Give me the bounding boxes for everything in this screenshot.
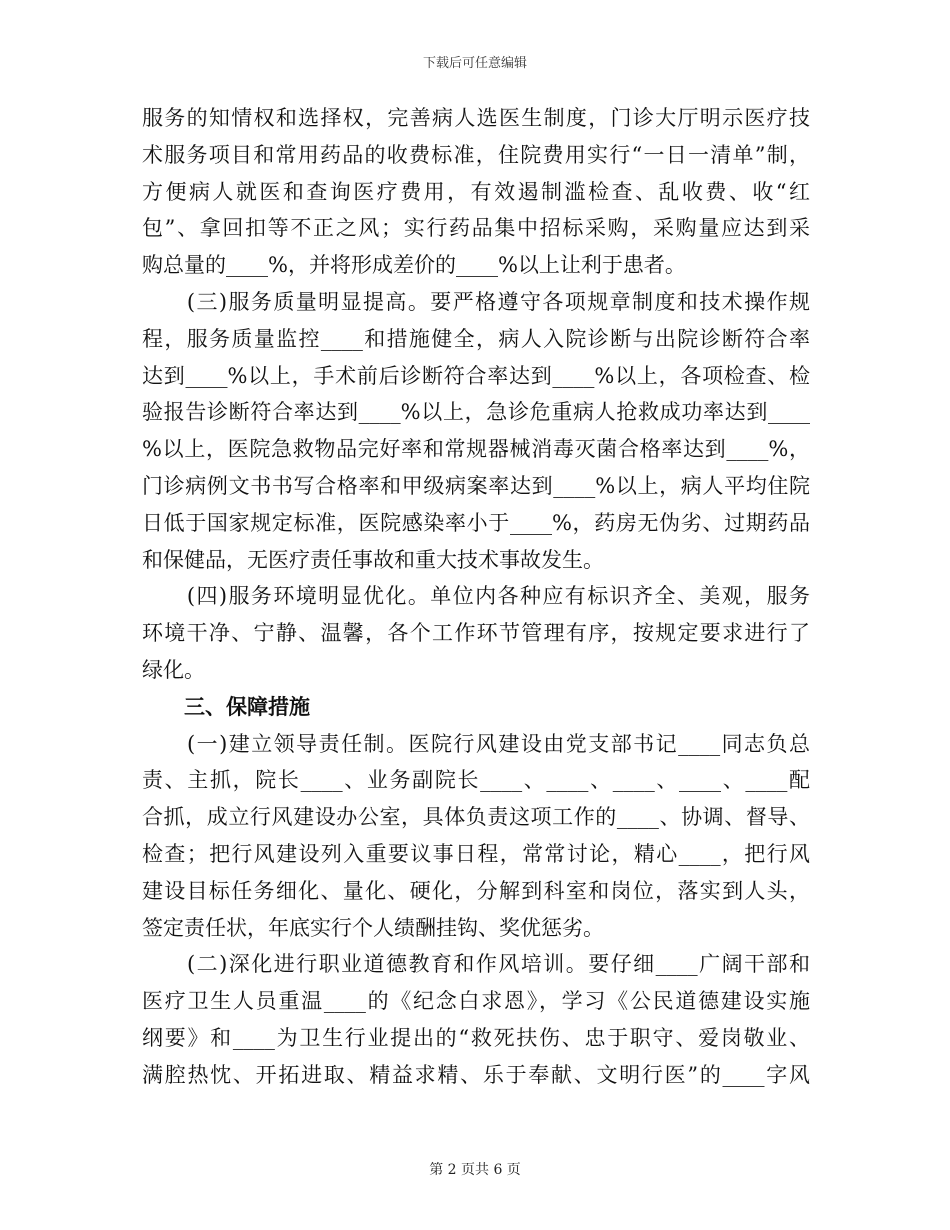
text-line: 方便病人就医和查询医疗费用，有效遏制滥检查、乱收费、收“红	[142, 179, 810, 204]
text-line: 检查；把行风建设列入重要议事日程，常常讨论，精心____，把行风	[142, 841, 810, 866]
text-line: %以上，医院急救物品完好率和常规器械消毒灭菌合格率达到____%，	[142, 437, 810, 462]
text-line: 满腔热忱、开拓进取、精益求精、乐于奉献、文明行医”的____字风	[142, 1062, 810, 1087]
text-line: 签定责任状，年底实行个人绩酬挂钩、奖优惩劣。	[142, 915, 604, 940]
text-line: 日低于国家规定标准，医院感染率小于____%，药房无伪劣、过期药品	[142, 510, 810, 535]
text-line: 门诊病例文书书写合格率和甲级病案率达到____%以上，病人平均住院	[142, 473, 810, 498]
text-line: 环境干净、宁静、温馨，各个工作环节管理有序，按规定要求进行了	[142, 621, 810, 646]
text-line: 医疗卫生人员重温____的《纪念白求恩》，学习《公民道德建设实施	[142, 989, 810, 1014]
document-body	[142, 100, 810, 1094]
text-line: (三)服务质量明显提高。要严格遵守各项规章制度和技术操作规	[142, 289, 810, 314]
text-line: 绿化。	[142, 657, 205, 682]
page-header: 下载后可任意编辑	[422, 56, 527, 71]
text-line: 验报告诊断符合率达到____%以上，急诊危重病人抢救成功率达到____	[142, 400, 810, 425]
text-line: 责、主抓，院长____、业务副院长____、____、____、____、____配	[142, 768, 810, 793]
text-line: 服务的知情权和选择权，完善病人选医生制度，门诊大厅明示医疗技	[142, 106, 810, 130]
text-line: 购总量的____%，并将形成差价的____%以上让利于患者。	[142, 253, 686, 278]
section-heading: 三、保障措施	[184, 693, 310, 719]
text-line: 包”、拿回扣等不正之风；实行药品集中招标采购，采购量应达到采	[142, 216, 810, 241]
text-line: 纲要》和____为卫生行业提出的“救死扶伤、忠于职守、爱岗敬业、	[142, 1025, 810, 1050]
text-line: (四)服务环境明显优化。单位内各种应有标识齐全、美观，服务	[142, 584, 810, 609]
text-line: 程，服务质量监控____和措施健全，病人入院诊断与出院诊断符合率	[142, 326, 810, 351]
text-line: (一)建立领导责任制。医院行风建设由党支部书记____同志负总	[142, 731, 810, 756]
text-line: 建设目标任务细化、量化、硬化，分解到科室和岗位，落实到人头，	[142, 878, 810, 903]
text-line: 达到____%以上，手术前后诊断符合率达到____%以上，各项检查、检	[142, 363, 810, 388]
page-footer: 第 2 页共 6 页	[429, 1162, 521, 1178]
text-line: 和保健品，无医疗责任事故和重大技术事故发生。	[142, 547, 604, 572]
text-line: (二)深化进行职业道德教育和作风培训。要仔细____广阔干部和	[142, 952, 810, 977]
text-line: 术服务项目和常用药品的收费标准，住院费用实行“一日一清单”制，	[142, 142, 810, 167]
text-line: 合抓，成立行风建设办公室，具体负责这项工作的____、协调、督导、	[142, 805, 810, 830]
